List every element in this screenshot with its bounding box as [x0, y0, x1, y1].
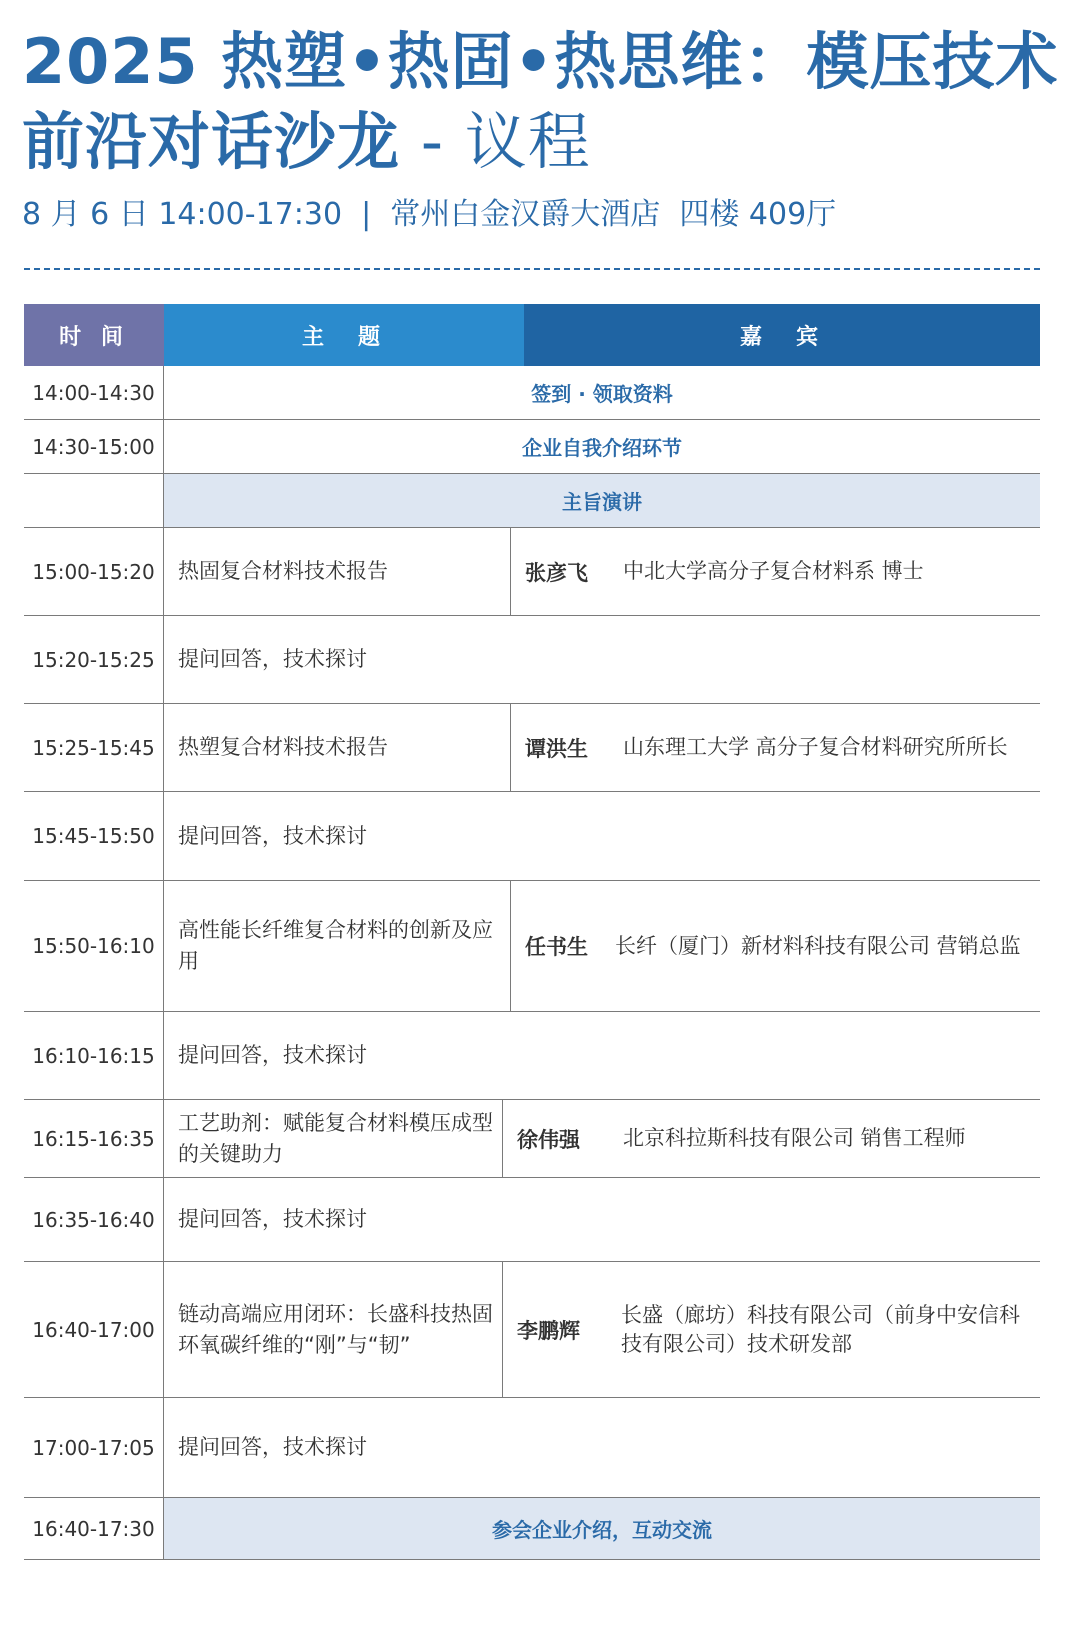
row-topic: 高性能长纤维复合材料的创新及应用 — [178, 918, 493, 973]
agenda-row — [24, 1262, 1040, 1398]
guest-name: 李鹏辉 — [517, 1318, 580, 1343]
guest-name: 张彦飞 — [525, 560, 588, 585]
agenda-row — [24, 1498, 1040, 1560]
row-session: 主旨演讲 — [164, 474, 1040, 527]
row-time: 14:00-14:30 — [24, 366, 164, 419]
row-guest — [502, 1262, 1040, 1397]
row-guest — [510, 704, 1040, 791]
agenda-row — [24, 366, 1040, 420]
guest-affiliation: 长盛（廊坊）科技有限公司（前身中安信科技有限公司）技术研发部 — [621, 1302, 1020, 1356]
agenda-row — [24, 616, 1040, 704]
header-guest: 嘉 宾 — [524, 304, 1040, 366]
guest-affiliation: 长纤（厦门）新材料科技有限公司 营销总监 — [615, 933, 1021, 958]
row-topic: 提问回答，技术探讨 — [178, 823, 367, 848]
row-topic: 热固复合材料技术报告 — [178, 559, 388, 583]
row-time: 15:20-15:25 — [24, 616, 164, 703]
row-guest — [502, 1100, 1040, 1177]
row-guest — [510, 881, 1040, 1011]
title-line-2-suffix: - 议程 — [400, 105, 591, 178]
row-time: 15:50-16:10 — [24, 881, 164, 1011]
guest-name: 任书生 — [525, 935, 588, 959]
title-line-2-main: 前沿对话沙龙 — [22, 105, 401, 178]
title-line-2 — [22, 102, 1062, 182]
guest-affiliation: 山东理工大学 高分子复合材料研究所所长 — [623, 735, 1008, 759]
row-topic: 链动高端应用闭环：长盛科技热固环氧碳纤维的“刚”与“韧” — [178, 1301, 493, 1357]
guest-affiliation: 北京科拉斯科技有限公司 销售工程师 — [623, 1126, 966, 1150]
header-time: 时 间 — [24, 304, 164, 366]
agenda-row — [24, 420, 1040, 474]
row-topic: 热塑复合材料技术报告 — [178, 735, 388, 759]
agenda-row — [24, 792, 1040, 881]
row-session: 企业自我介绍环节 — [522, 436, 682, 460]
row-time — [24, 474, 164, 527]
row-topic: 提问回答，技术探讨 — [178, 647, 367, 671]
row-session: 签到 · 领取资料 — [531, 382, 673, 406]
title-line-1: 2025 热塑•热固•热思维：模压技术 — [22, 25, 1059, 98]
agenda-row — [24, 1398, 1040, 1498]
guest-name: 谭洪生 — [525, 736, 588, 761]
event-date-location: 8 月 6 日 14:00-17:30 | 常州白金汉爵大酒店 四楼 409厅 — [22, 197, 837, 232]
agenda-row — [24, 1012, 1040, 1100]
row-topic: 工艺助剂：赋能复合材料模压成型的关键助力 — [178, 1110, 493, 1166]
row-time: 17:00-17:05 — [24, 1398, 164, 1497]
agenda-table — [24, 304, 1040, 1612]
agenda-row — [24, 1100, 1040, 1178]
row-topic: 提问回答，技术探讨 — [178, 1207, 367, 1231]
guest-affiliation: 中北大学高分子复合材料系 博士 — [623, 559, 924, 583]
agenda-row — [24, 1178, 1040, 1262]
agenda-row — [24, 881, 1040, 1012]
agenda-row — [24, 704, 1040, 792]
header-topic: 主 题 — [164, 304, 524, 366]
page-title — [22, 22, 1062, 182]
row-time: 14:30-15:00 — [24, 420, 164, 473]
row-session: 参会企业介绍，互动交流 — [164, 1498, 1040, 1559]
row-time: 16:10-16:15 — [24, 1012, 164, 1099]
row-time: 16:40-17:00 — [24, 1262, 164, 1397]
row-time: 15:25-15:45 — [24, 704, 164, 791]
row-time: 16:15-16:35 — [24, 1100, 164, 1177]
agenda-row — [24, 474, 1040, 528]
agenda-row — [24, 528, 1040, 616]
row-time: 16:40-17:30 — [24, 1498, 164, 1559]
row-topic: 提问回答，技术探讨 — [178, 1435, 367, 1459]
row-time: 15:00-15:20 — [24, 528, 164, 615]
dashed-divider — [24, 268, 1040, 270]
row-time: 15:45-15:50 — [24, 792, 164, 880]
row-topic: 提问回答，技术探讨 — [178, 1043, 367, 1067]
guest-name: 徐伟强 — [517, 1127, 580, 1152]
row-guest — [510, 528, 1040, 615]
row-time: 16:35-16:40 — [24, 1178, 164, 1261]
